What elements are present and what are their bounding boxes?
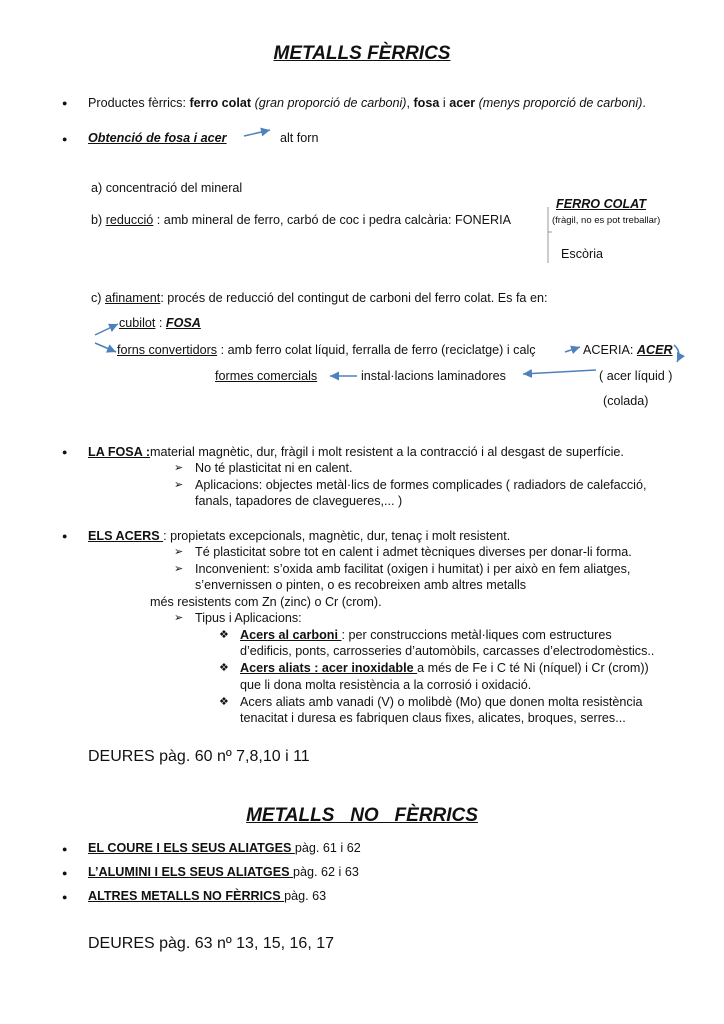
page-title: METALLS FÈRRICS — [273, 43, 451, 64]
coure-label: EL COURE I ELS SEUS ALIATGES — [88, 841, 295, 855]
arrow-bullet-icon: ➢ — [174, 612, 184, 624]
cubilot-term: cubilot — [119, 316, 156, 330]
acers-sub-3: Tipus i Aplicacions: — [195, 611, 302, 625]
text: a més de Fe i C té Ni (níquel) i Cr (crom)) — [417, 661, 649, 675]
text: : — [155, 316, 166, 330]
text: Productes fèrrics: — [88, 96, 190, 110]
acers-sub-2c: més resistents com Zn (zinc) o Cr (crom). — [150, 595, 382, 609]
fragil-note: (fràgil, no es pot treballar) — [552, 215, 661, 226]
obtencio-heading: Obtenció de fosa i acer — [88, 131, 227, 145]
text: ACERIA: — [583, 343, 637, 357]
acers-sub-1: Té plasticitat sobre tot en calent i admet tècniques diverses per donar-li forma. — [195, 545, 632, 559]
page-ref: pàg. 63 — [284, 889, 327, 903]
text: b) — [91, 213, 106, 227]
arrow-to-forns — [95, 343, 116, 352]
colada: (colada) — [603, 394, 649, 408]
ferro-colat-label: FERRO COLAT — [556, 197, 647, 211]
acers-carboni-2: d’edificis, ponts, carrosseries d’automòbils, carcasses d’electrodomèstics.. — [240, 644, 655, 658]
instal-laminadores: instal·lacions laminadores — [361, 369, 506, 383]
acers-heading: ELS ACERS — [88, 529, 164, 543]
arrow-to-alt-forn — [244, 130, 270, 136]
text: i — [439, 96, 450, 110]
acer-term: acer — [449, 96, 476, 110]
forns-term: forns convertidors — [117, 343, 218, 357]
text: material magnètic, dur, fràgil i molt resistent a la contracció i al desgast de superfície. — [150, 445, 624, 459]
reduccio-term: reducció — [105, 213, 154, 227]
formes-comercials: formes comercials — [215, 369, 318, 383]
bullet-icon: ● — [62, 844, 68, 854]
deures-2: DEURES pàg. 63 nº 13, 15, 16, 17 — [88, 935, 334, 952]
diamond-bullet-icon: ❖ — [219, 696, 229, 708]
bullet-icon: ● — [62, 892, 68, 902]
acers-sub-2a: Inconvenient: s’oxida amb facilitat (oxigen i humitat) i per això en fem aliatges, — [195, 562, 631, 576]
bullet-icon: ● — [62, 447, 68, 457]
note: (menys proporció de carboni) — [475, 96, 643, 110]
page-ref: pàg. 62 i 63 — [293, 865, 359, 879]
bullet-icon: ● — [62, 868, 68, 878]
fosa-heading: LA FOSA : — [88, 445, 151, 459]
page-ref: pàg. 61 i 62 — [294, 841, 361, 855]
acers-aliats-2: que li dona molta resistència a la corrosió i oxidació. — [240, 678, 532, 692]
fosa-label: FOSA — [165, 316, 201, 330]
afinament-term: afinament — [105, 291, 161, 305]
text: . — [642, 96, 646, 110]
bracket-line — [548, 207, 552, 263]
acers-aliats-label: Acers aliats : acer inoxidable — [240, 661, 418, 675]
escoria-label: Escòria — [561, 247, 603, 261]
alt-forn: alt forn — [280, 131, 319, 145]
acer-liquid: ( acer líquid ) — [599, 369, 673, 383]
alumini-label: L’ALUMINI I ELS SEUS ALIATGES — [88, 865, 294, 879]
arrow-bullet-icon: ➢ — [174, 563, 184, 575]
arrow-to-aceria — [565, 347, 580, 352]
arrow-to-acer-liquid — [523, 370, 596, 374]
acers-sub-2b: s’envernissen o pinten, o es recobreixen amb altres metalls — [195, 578, 527, 592]
note: (gran proporció de carboni) — [251, 96, 407, 110]
arrow-bullet-icon: ➢ — [174, 462, 184, 474]
bullet-icon: ● — [62, 531, 68, 541]
text: : procés de reducció del contingut de carboni del ferro colat. Es fa en: — [160, 291, 548, 305]
fosa-term: fosa — [413, 96, 440, 110]
altres-label: ALTRES METALLS NO FÈRRICS — [88, 889, 285, 903]
text: , — [406, 96, 414, 110]
arrow-acer-down — [674, 345, 679, 362]
text: : amb mineral de ferro, carbó de coc i pedra calcària: FONERIA — [153, 213, 511, 227]
fosa-sub-2a: Aplicacions: objectes metàl·lics de formes complicades ( radiadors de calefacció, — [195, 478, 647, 492]
arrow-bullet-icon: ➢ — [174, 479, 184, 491]
deures-1: DEURES pàg. 60 nº 7,8,10 i 11 — [88, 748, 310, 765]
acer-label: ACER — [636, 343, 673, 357]
text: : per construccions metàl·liques com estructures — [341, 628, 612, 642]
acers-carboni-label: Acers al carboni — [240, 628, 342, 642]
arrow-to-cubilot — [95, 324, 118, 335]
bullet-icon: ● — [62, 98, 68, 108]
text: : amb ferro colat líquid, ferralla de ferro (reciclatge) i calç — [217, 343, 536, 357]
diamond-bullet-icon: ❖ — [219, 662, 229, 674]
ferro-colat-term: ferro colat — [189, 96, 252, 110]
bullet-icon: ● — [62, 134, 68, 144]
fosa-sub-1: No té plasticitat ni en calent. — [195, 461, 353, 475]
section-title-no-ferrics: METALLS NO FÈRRICS — [246, 805, 478, 826]
fosa-sub-2b: fanals, tapadores de clavegueres,... ) — [195, 494, 403, 508]
text: : propietats excepcionals, magnètic, dur, tenaç i molt resistent. — [163, 529, 511, 543]
acers-vanadi-2: tenacitat i duresa es fabriquen claus fixes, alicates, broques, serres... — [240, 711, 626, 725]
acers-vanadi: Acers aliats amb vanadi (V) o molibdè (Mo) que donen molta resistència — [240, 695, 643, 709]
text: c) — [91, 291, 105, 305]
diamond-bullet-icon: ❖ — [219, 629, 229, 641]
arrow-bullet-icon: ➢ — [174, 546, 184, 558]
step-a: a) concentració del mineral — [91, 181, 243, 195]
